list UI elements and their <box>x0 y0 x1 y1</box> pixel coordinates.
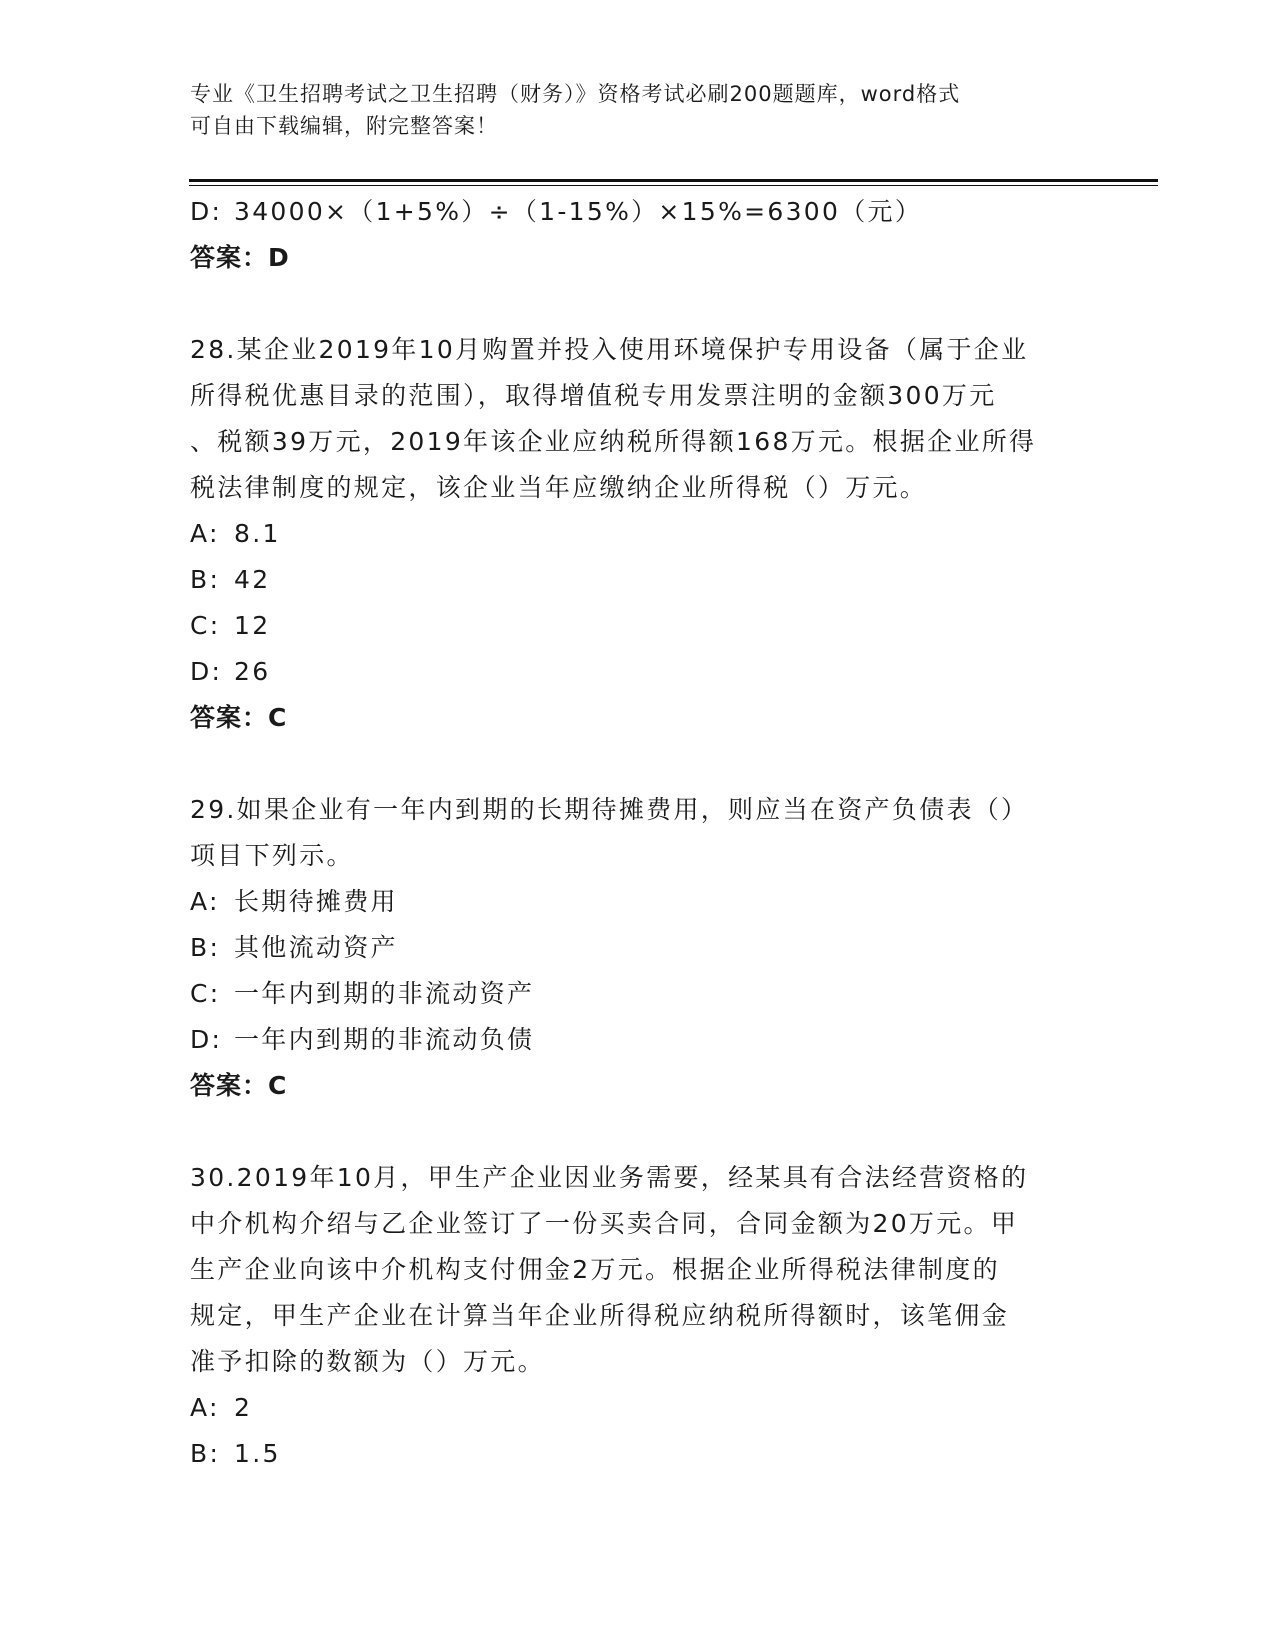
question-stem-line: 30.2019年10月，甲生产企业因业务需要，经某具有合法经营资格的 <box>190 1163 1029 1192</box>
question-stem-line: 项目下列示。 <box>190 841 354 870</box>
question-stem-line: 规定，甲生产企业在计算当年企业所得税应纳税所得额时，该笔佣金 <box>190 1301 1010 1330</box>
question-stem-line: 、税额39万元，2019年该企业应纳税所得额168万元。根据企业所得 <box>190 427 1037 456</box>
header-rule-thick <box>189 179 1158 182</box>
option-d <box>190 649 1090 695</box>
option-label: D: <box>190 197 223 226</box>
option-text: 26 <box>234 657 271 686</box>
option-text: 42 <box>234 565 271 594</box>
header-rule-thin <box>189 185 1158 186</box>
question-stem-line: 29.如果企业有一年内到期的长期待摊费用，则应当在资产负债表（） <box>190 795 1029 824</box>
question-content <box>190 189 1090 1477</box>
answer: 答案：C <box>190 1071 288 1100</box>
option-label: B: <box>190 933 221 962</box>
option-c <box>190 603 1090 649</box>
option-text: 8.1 <box>234 519 281 548</box>
option-text: 34000×（1+5%）÷（1-15%）×15%=6300（元） <box>234 197 923 226</box>
option-label: A: <box>190 519 220 548</box>
prev-answer: 答案：D <box>190 243 290 272</box>
page-header <box>190 78 1070 142</box>
answer: 答案：C <box>190 703 288 732</box>
spacer <box>190 1109 1090 1155</box>
prev-option-d <box>190 189 1090 235</box>
option-text: 1.5 <box>234 1439 281 1468</box>
option-label: D: <box>190 1025 223 1054</box>
question-29 <box>190 787 1090 1109</box>
option-label: C: <box>190 979 221 1008</box>
option-text: 长期待摊费用 <box>234 887 398 916</box>
spacer <box>190 741 1090 787</box>
question-stem-line: 生产企业向该中介机构支付佣金2万元。根据企业所得税法律制度的 <box>190 1255 1000 1284</box>
option-text: 一年内到期的非流动负债 <box>234 1025 535 1054</box>
question-stem-line: 准予扣除的数额为（）万元。 <box>190 1347 545 1376</box>
option-text: 2 <box>234 1393 253 1422</box>
option-text: 12 <box>234 611 271 640</box>
option-b <box>190 557 1090 603</box>
option-text: 其他流动资产 <box>234 933 398 962</box>
option-c <box>190 971 1090 1017</box>
question-stem-line: 中介机构介绍与乙企业签订了一份买卖合同，合同金额为20万元。甲 <box>190 1209 1019 1238</box>
option-label: B: <box>190 565 221 594</box>
option-b <box>190 925 1090 971</box>
question-28 <box>190 327 1090 741</box>
question-stem-line: 28.某企业2019年10月购置并投入使用环境保护专用设备（属于企业 <box>190 335 1029 364</box>
question-30 <box>190 1155 1090 1477</box>
header-line-1: 专业《卫生招聘考试之卫生招聘（财务）》资格考试必刷200题题库，word格式 <box>190 82 961 106</box>
question-stem-line: 所得税优惠目录的范围），取得增值税专用发票注明的金额300万元 <box>190 381 997 410</box>
option-a <box>190 879 1090 925</box>
option-label: A: <box>190 1393 220 1422</box>
option-label: C: <box>190 611 221 640</box>
option-label: A: <box>190 887 220 916</box>
spacer <box>190 281 1090 327</box>
header-line-2: 可自由下载编辑，附完整答案！ <box>190 114 498 138</box>
option-b <box>190 1431 1090 1477</box>
option-a <box>190 511 1090 557</box>
question-stem-line: 税法律制度的规定，该企业当年应缴纳企业所得税（）万元。 <box>190 473 928 502</box>
option-text: 一年内到期的非流动资产 <box>234 979 535 1008</box>
option-a <box>190 1385 1090 1431</box>
option-d <box>190 1017 1090 1063</box>
option-label: B: <box>190 1439 221 1468</box>
option-label: D: <box>190 657 223 686</box>
